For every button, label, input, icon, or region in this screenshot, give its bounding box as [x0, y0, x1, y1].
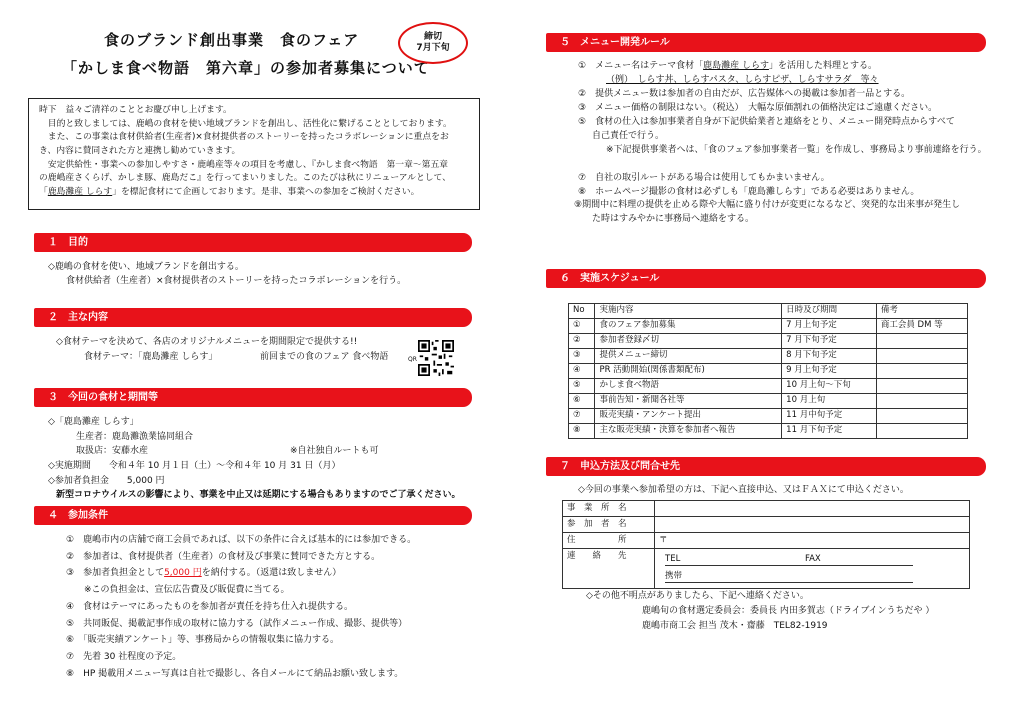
mobile-label: 携帯	[665, 571, 913, 583]
intro-collab: また、この事業は食材供給者(生産者)×食材提供者のストーリーを持ったコラボレーションに重点をお	[47, 132, 449, 143]
contact-chamber: 鹿嶋市商工会 担当 茂木・齋藤 TEL82-1919	[642, 621, 828, 631]
contact-committee: 鹿嶋旬の食材選定委員会：委員長 内田多賀志（ドライブインうちだや ）	[642, 606, 935, 616]
cell: 8 月下旬予定	[782, 349, 877, 364]
rule-item-1-text: ① メニュー名はテーマ食材「	[578, 61, 704, 71]
condition-item-3-text: ③ 参加者負担金として	[66, 568, 165, 579]
cell	[876, 409, 967, 424]
postal-mark: 〒	[659, 534, 668, 545]
section-heading-purpose: １ 目的	[34, 233, 472, 252]
cell	[876, 364, 967, 379]
tel-label: TEL	[665, 554, 805, 566]
purpose-line-2: 食材供給者（生産者）×食材提供者のストーリーを持ったコラボレーションを行う。	[66, 276, 407, 286]
table-row	[569, 319, 968, 334]
address-field[interactable]	[655, 533, 970, 549]
cell: ①	[569, 319, 595, 334]
cell: 商工会員 DM 等	[876, 319, 967, 334]
condition-item-7: ⑦ 先着 30 社程度の予定。	[66, 652, 182, 663]
table-row	[569, 424, 968, 439]
rule-item-5: ⑤ 食材の仕入は参加事業者自身が下記供給業者と連絡をとり、メニュー開発時点からすべて	[578, 116, 955, 127]
intro-box	[28, 98, 480, 210]
section-heading-ingredient: ３ 今回の食材と期間等	[34, 388, 472, 407]
intro-closing-text: 」を標記食材にて企画しております。是非、事業への参加をご検討ください。	[112, 186, 420, 197]
section-heading-menu-rules: ５ メニュー開発ルール	[546, 33, 986, 52]
rule-ingredient: 鹿島灘産 しらす	[703, 61, 769, 71]
intro-history: 安定供給性・事業への参加しやすさ・鹿嶋産等々の項目を考慮し、『かしま食べ物語 第一章～第五章	[47, 159, 449, 170]
purpose-line-1: ◇鹿嶋の食材を使い、地域ブランドを創出する。	[48, 262, 244, 272]
schedule-table	[568, 303, 968, 439]
rule-item-9-cont: た時はすみやかに事務局へ連絡をする。	[592, 214, 755, 225]
rule-item-7: ⑦ 自社の取引ルートがある場合は使用してもかまいません。	[578, 172, 830, 183]
cell: 11 月中旬予定	[782, 409, 877, 424]
form-label: 参 加 者 名	[563, 517, 655, 533]
menu-rules-list	[574, 60, 987, 227]
ingredient-dealer: 取扱店：安藤水産	[76, 446, 149, 456]
cell: PR 活動開始(関係書類配布)	[595, 364, 782, 379]
doc-title: 食のブランド創出事業 食のフェア	[104, 31, 360, 49]
rule-item-1-suffix: 」を活用した料理とする。	[768, 61, 877, 71]
ingredient-name: ◇「鹿島灘産 しらす」	[48, 417, 139, 427]
condition-item-2: ② 参加者は、食材提供者（生産者）の食材及び事業に賛同できた方とする。	[66, 551, 381, 562]
cell: ②	[569, 334, 595, 349]
cell: ⑤	[569, 379, 595, 394]
fee-suffix: を納付する。（返還は致しません）	[201, 568, 342, 579]
fee-amount: 5,000 円	[164, 568, 202, 579]
cell: ③	[569, 349, 595, 364]
condition-item-4: ④ 食材はテーマにあったものを参加者が責任を持ち仕入れ提供する。	[66, 601, 353, 612]
deadline-label: 締切	[423, 32, 442, 42]
condition-item-5: ⑤ 共同販促、掲載記事作成の取材に協力する（試作メニュー作成、撮影、提供等）	[66, 618, 408, 629]
col-remarks: 備考	[876, 304, 967, 319]
rule-item-2: ② 提供メニュー数は参加者の自由だが、広告媒体への掲載は参加者一品とする。	[578, 88, 911, 99]
cell: ⑥	[569, 394, 595, 409]
col-date: 日時及び期間	[782, 304, 877, 319]
rule-item-3: ③ メニュー価格の制限はない。（税込） 大幅な原価割れの価格決定はご遠慮ください。	[578, 102, 938, 113]
table-row	[569, 394, 968, 409]
cell: 参加者登録〆切	[595, 334, 782, 349]
cell: 主な販売実績・決算を参加者へ報告	[595, 424, 782, 439]
rule-item-5-cont: 自己責任で行う。	[592, 130, 665, 141]
cell: ⑦	[569, 409, 595, 424]
quote-open: 「	[39, 186, 48, 197]
cell: 7 月上旬予定	[782, 319, 877, 334]
rule-item-8: ⑧ ホームページ撮影の食材は必ずしも「鹿島灘しらす」である必要はありません。	[578, 186, 920, 197]
rule-supplier-note: ※下記提供事業者へは、「食のフェア参加事業者一覧」を作成し、事務局より事前連絡を行う。	[606, 144, 987, 155]
rule-item-9: ⑨期間中に料理の提供を止める際や大幅に盛り付けが変更になるなど、突発的な出来事が発生し	[574, 200, 961, 211]
intro-collab-cont: き、内容に賛同された方と連携し勧めていきます。	[39, 145, 241, 156]
application-instruction: ◇今回の事業へ参加希望の方は、下記へ直接申込、又はＦＡＸにて申込ください。	[578, 485, 909, 495]
cell: 食のフェア参加募集	[595, 319, 782, 334]
tel-fax-line	[665, 554, 959, 566]
condition-item-1: ① 鹿嶋市内の店舗で商工会員であれば、以下の条件に合えば基本的には参加できる。	[66, 535, 417, 545]
table-row	[569, 409, 968, 424]
covid-notice: 新型コロナウイルスの影響により、事業を中止又は延期にする場合もありますのでご了承ください。	[56, 490, 461, 500]
cell: ⑧	[569, 424, 595, 439]
form-row	[563, 533, 970, 549]
application-form	[562, 500, 970, 589]
qr-code-icon[interactable]	[418, 340, 454, 376]
col-no: No	[569, 304, 595, 319]
fax-label: FAX	[805, 554, 913, 566]
form-label: 連 絡 先	[563, 549, 655, 589]
form-label: 事 業 所 名	[563, 501, 655, 517]
participant-name-field[interactable]	[655, 517, 970, 533]
condition-item-6: ⑥ 「販売実績アンケート」等、事務局からの情報収集に協力する。	[66, 635, 340, 646]
condition-item-8: ⑧ HP 掲載用メニュー写真は自社で撮影し、各自メールにて納品お願い致します。	[66, 668, 404, 679]
intro-history-cont: の鹿嶋産さくらげ、かしま豚、鹿島だこ』を行ってまいりました。このたびは秋にリニューアルとして、	[39, 173, 451, 184]
ingredient-route-note: ※自社独自ルートも可	[290, 446, 379, 456]
mobile-line	[665, 571, 959, 583]
table-row	[569, 334, 968, 349]
contact-field[interactable]	[655, 549, 970, 589]
cell	[876, 349, 967, 364]
content-line-1: ◇食材テーマを決めて、各店のオリジナルメニューを期間限定で提供する!!	[56, 337, 358, 347]
cell	[876, 334, 967, 349]
cell: 10 月上旬～下旬	[782, 379, 877, 394]
doc-subtitle: 「かしま食べ物語 第六章」の参加者募集について	[62, 59, 430, 77]
cell: 提供メニュー締切	[595, 349, 782, 364]
cell: かしま食べ物語	[595, 379, 782, 394]
cell: 販売実績・アンケート提出	[595, 409, 782, 424]
cell: 10 月上旬	[782, 394, 877, 409]
cell: 11 月下旬予定	[782, 424, 877, 439]
cell	[876, 424, 967, 439]
participant-fee: ◇参加者負担金 5,000 円	[48, 476, 165, 486]
content-previous: 前回までの食のフェア 食べ物語	[260, 352, 389, 362]
content-theme: 食材テーマ：「鹿島灘産 しらす」	[84, 352, 218, 362]
deadline-date: 7月下旬	[416, 43, 450, 54]
cell: 7 月下旬予定	[782, 334, 877, 349]
form-row	[563, 549, 970, 589]
intro-closing	[39, 186, 469, 200]
intro-purpose: 目的と致しましては、鹿嶋の食材を使い地域ブランドを創出し、活性化に繋げることとしております。	[47, 118, 452, 129]
event-period: ◇実施期間 令和４年 10 月１日（土）～令和４年 10 月 31 日（月）	[48, 461, 341, 471]
rule-item-1	[578, 60, 987, 74]
section-heading-content: ２ 主な内容	[34, 308, 472, 327]
section-heading-schedule: ６ 実施スケジュール	[546, 269, 986, 288]
deadline-stamp	[398, 22, 468, 64]
cell: 事前告知・新聞各社等	[595, 394, 782, 409]
intro-ingredient: 鹿島灘産 しらす	[47, 186, 113, 197]
condition-item-3	[66, 565, 416, 582]
intro-greeting: 時下 益々ご清祥のこととお慶び申し上げます。	[39, 105, 232, 115]
table-row	[569, 379, 968, 394]
rule-example: （例） しらす丼、しらすパスタ、しらすピザ、しらすサラダ 等々	[606, 74, 879, 85]
cell: 9 月上旬予定	[782, 364, 877, 379]
cell: ④	[569, 364, 595, 379]
section-heading-application: ７ 申込方法及び問合せ先	[546, 457, 986, 476]
cell	[876, 379, 967, 394]
fee-note: ※この負担金は、宣伝広告費及び販促費に当てる。	[84, 585, 290, 596]
conditions-list	[66, 532, 416, 683]
col-content: 実施内容	[595, 304, 782, 319]
cell	[876, 394, 967, 409]
form-row	[563, 517, 970, 533]
form-label: 住 所	[563, 533, 655, 549]
inquiry-note: ◇その他不明点がありましたら、下記へ連絡ください。	[586, 591, 809, 601]
table-row	[569, 364, 968, 379]
form-row	[563, 501, 970, 517]
table-row	[569, 349, 968, 364]
business-name-field[interactable]	[655, 501, 970, 517]
qr-side-label: QR	[408, 356, 417, 363]
ingredient-producer: 生産者：鹿島灘漁業協同組合	[76, 432, 194, 442]
section-heading-conditions: ４ 参加条件	[34, 506, 472, 525]
schedule-header-row	[569, 304, 968, 319]
